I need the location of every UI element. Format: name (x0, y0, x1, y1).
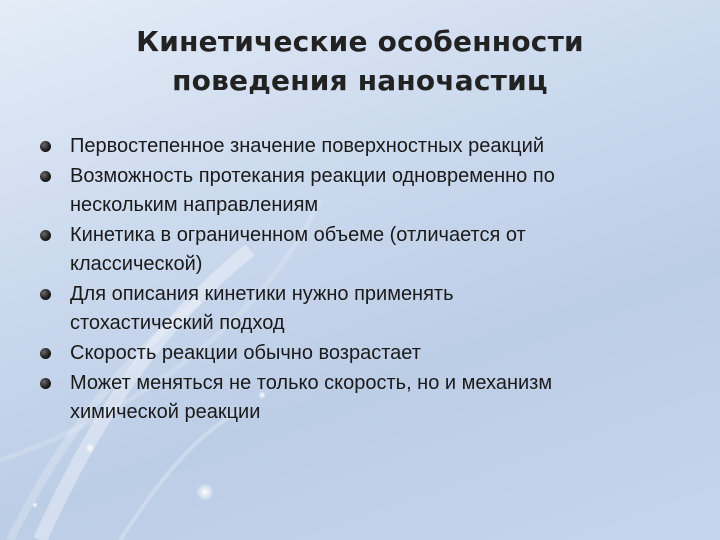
bullet-text-line: классической) (70, 253, 203, 275)
decor-sparkle-2 (85, 443, 95, 453)
bullet-dot-icon (40, 141, 51, 152)
bullet-text-line: Для описания кинетики нужно применять (70, 283, 454, 305)
bullet-text-line: Кинетика в ограниченном объеме (отличается от (70, 224, 526, 246)
bullet-item (40, 339, 690, 368)
slide-title (60, 22, 660, 100)
bullet-text-line: стохастический подход (70, 312, 285, 334)
bullet-text-line: нескольким направлениям (70, 194, 319, 216)
decor-sparkle-1 (196, 483, 214, 501)
bullet-text-line: Возможность протекания реакции одновременно по (70, 165, 555, 187)
bullet-dot-icon (40, 289, 51, 300)
slide-title-line-1: Кинетические особенности (136, 25, 584, 58)
bullet-item (40, 280, 690, 338)
bullet-text-line: химической реакции (70, 401, 261, 423)
bullet-item (40, 132, 690, 161)
decor-sparkle-4 (32, 502, 38, 508)
bullet-item (40, 369, 690, 427)
bullet-dot-icon (40, 378, 51, 389)
bullet-text-line: Скорость реакции обычно возрастает (70, 342, 421, 364)
bullet-text-line: Может меняться не только скорость, но и механизм (70, 372, 553, 394)
bullet-item (40, 221, 690, 279)
bullet-text-line: Первостепенное значение поверхностных реакций (70, 135, 544, 157)
bullet-list (40, 132, 690, 428)
decor-swoosh-4 (120, 410, 240, 540)
bullet-dot-icon (40, 171, 51, 182)
bullet-dot-icon (40, 348, 51, 359)
bullet-item (40, 162, 690, 220)
bullet-dot-icon (40, 230, 51, 241)
slide-title-line-2: поведения наночастиц (172, 64, 548, 97)
